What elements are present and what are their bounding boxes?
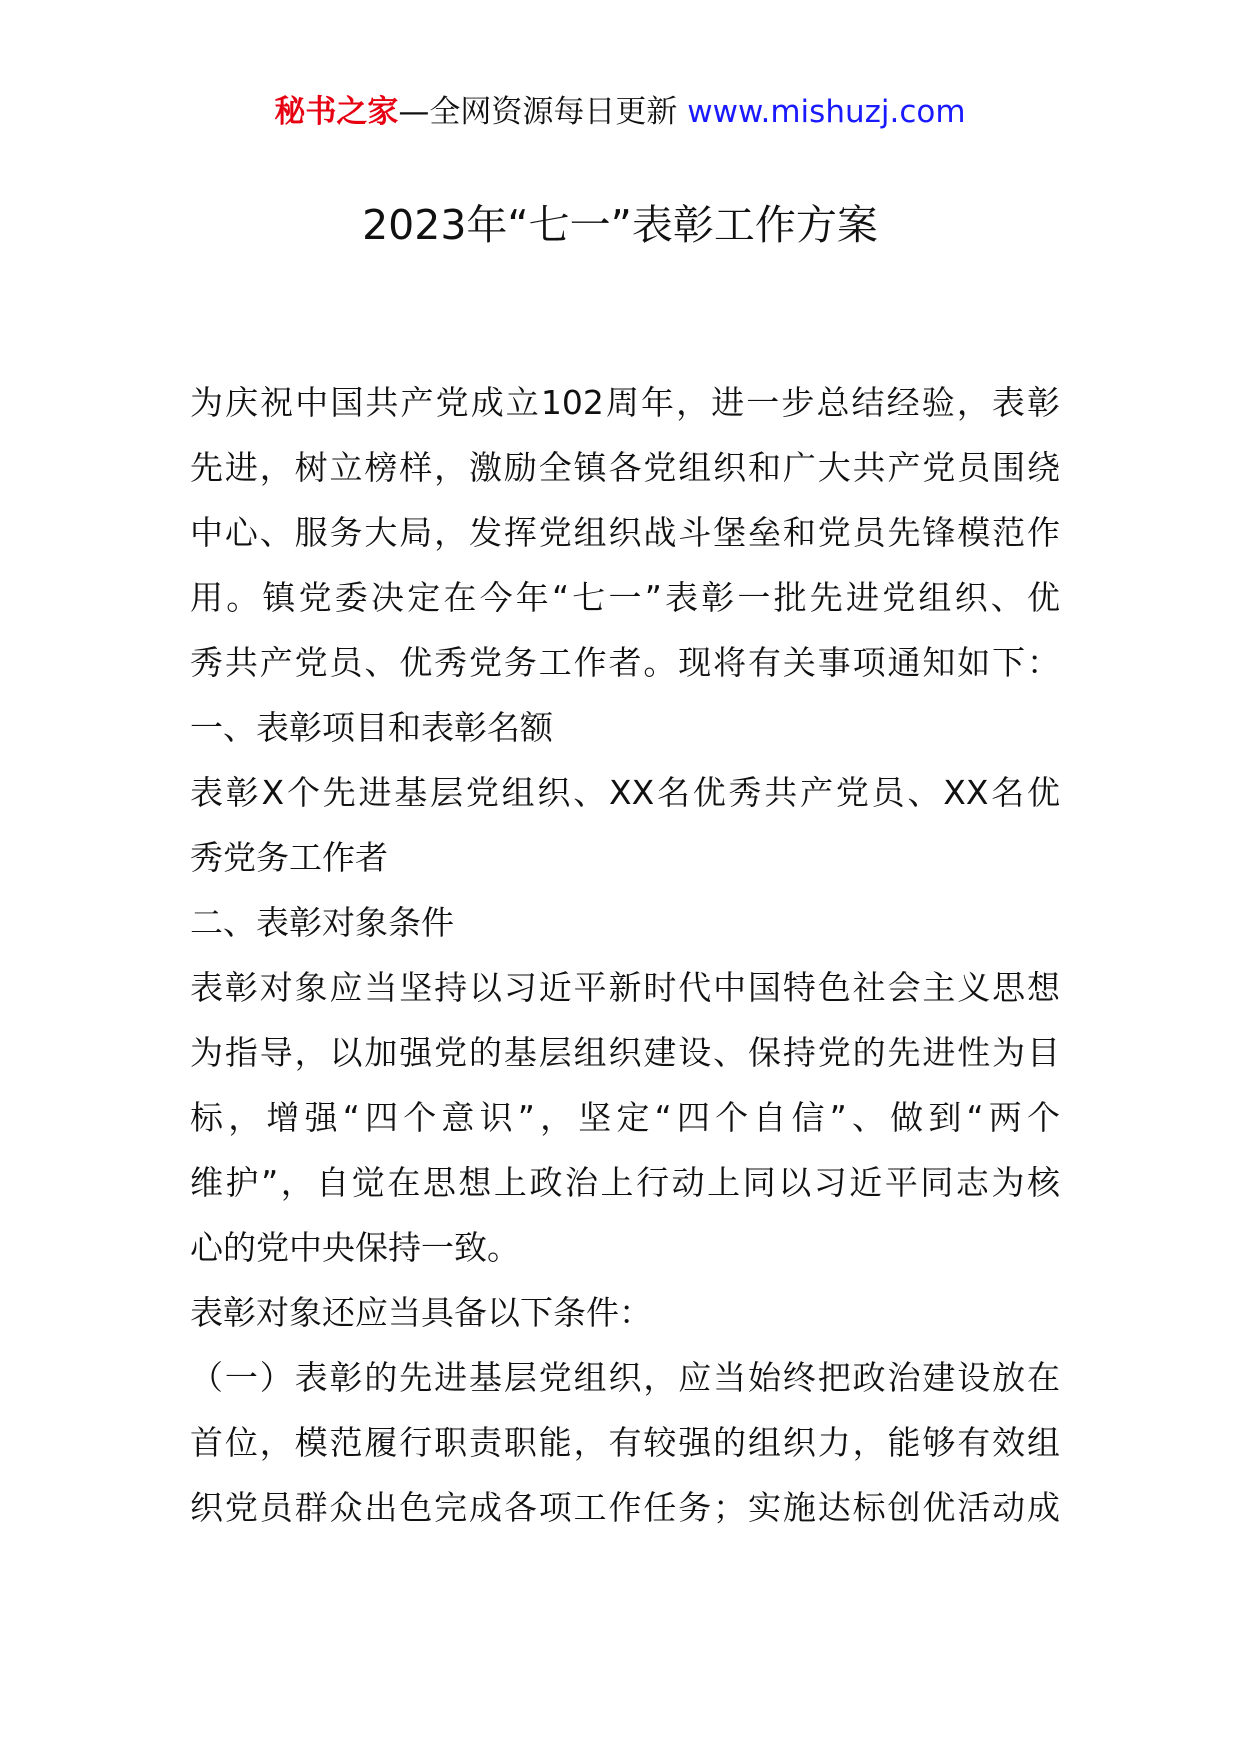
paragraph-line: 为指导，以加强党的基层组织建设、保持党的先进性为目 (190, 1033, 1060, 1072)
document-body (190, 370, 1060, 1540)
paragraph-line: 秀党务工作者 (190, 838, 388, 877)
site-header (0, 92, 1240, 132)
paragraph-line: 为庆祝中国共产党成立102周年，进一步总结经验，表彰 (190, 383, 1060, 422)
paragraph-line: 织党员群众出色完成各项工作任务；实施达标创优活动成 (190, 1488, 1060, 1527)
section-heading: 一、表彰项目和表彰名额 (190, 708, 553, 747)
paragraph-line: 维护”，自觉在思想上政治上行动上同以习近平同志为核 (190, 1163, 1060, 1202)
paragraph-line: 标，增强“四个意识”，坚定“四个自信”、做到“两个 (190, 1098, 1060, 1137)
paragraph-line: 用。镇党委决定在今年“七一”表彰一批先进党组织、优 (190, 578, 1060, 617)
paragraph-line: 表彰对象还应当具备以下条件： (190, 1293, 652, 1332)
paragraph-line: （一）表彰的先进基层党组织，应当始终把政治建设放在 (190, 1358, 1060, 1397)
paragraph-line: 秀共产党员、优秀党务工作者。现将有关事项通知如下： (190, 643, 1060, 682)
paragraph-line: 心的党中央保持一致。 (190, 1228, 520, 1267)
header-tagline: —全网资源每日更新 (398, 94, 688, 130)
paragraph-line: 首位，模范履行职责职能，有较强的组织力，能够有效组 (190, 1423, 1060, 1462)
brand-name: 秘书之家 (274, 94, 399, 130)
paragraph-line: 表彰X个先进基层党组织、XX名优秀共产党员、XX名优 (190, 773, 1060, 812)
paragraph-line: 表彰对象应当坚持以习近平新时代中国特色社会主义思想 (190, 968, 1060, 1007)
section-heading: 二、表彰对象条件 (190, 903, 454, 942)
paragraph-line: 先进，树立榜样，激励全镇各党组织和广大共产党员围绕 (190, 448, 1060, 487)
document-title: 2023年“七一”表彰工作方案 (362, 201, 878, 249)
website-link[interactable]: www.mishuzj.com (687, 94, 966, 130)
paragraph-line: 中心、服务大局，发挥党组织战斗堡垒和党员先锋模范作 (190, 513, 1060, 552)
